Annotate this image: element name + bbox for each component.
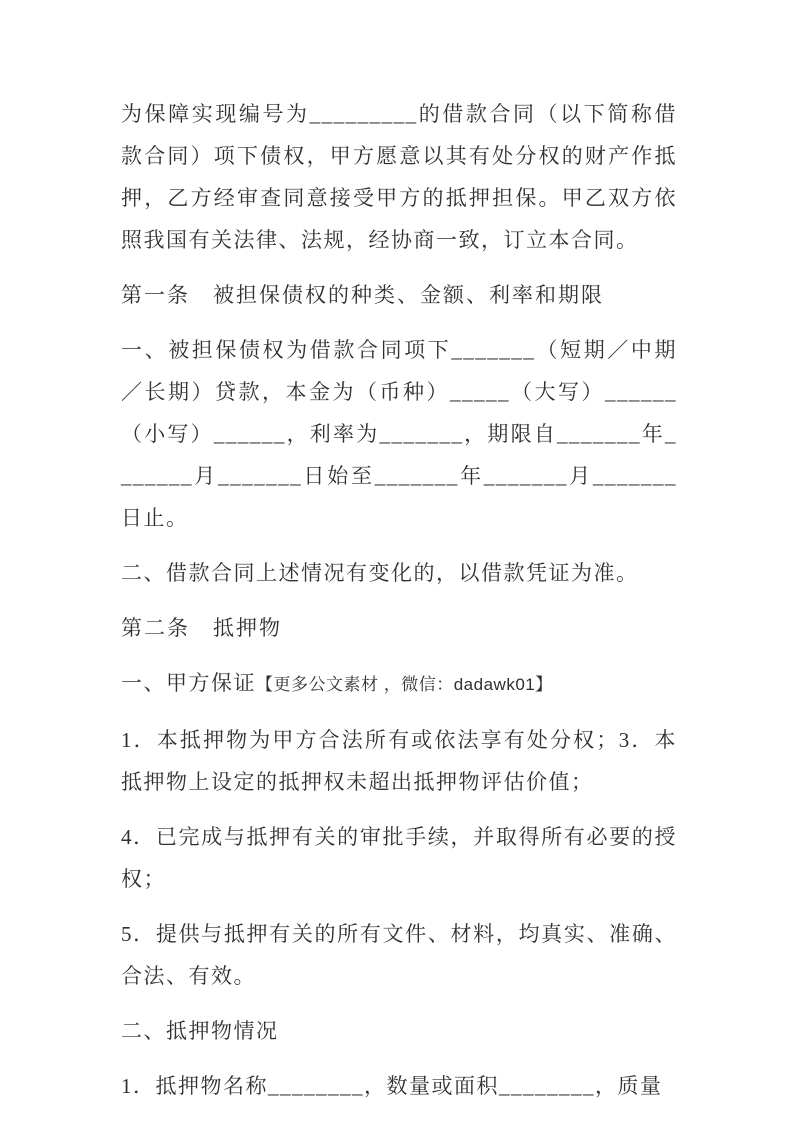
watermark-note: 【更多公文素材 ，微信：dadawk01】	[256, 675, 553, 694]
paragraph-preamble: 为保障实现编号为_________的借款合同（以下简称借款合同）项下债权，甲方愿意以其有处分权的财产作抵押，乙方经审查同意接受甲方的抵押担保。甲乙双方依照我国有关法律、法规，经协商一致，订立本合同。	[121, 102, 677, 252]
heading-article-1: 第一条 被担保债权的种类、金额、利率和期限	[121, 283, 604, 307]
paragraph-article-2-clause-4: 4．已完成与抵押有关的审批手续，并取得所有必要的授权；	[121, 825, 677, 891]
paragraph-article-2-item-1	[121, 662, 677, 706]
paragraph-article-2-clause-5: 5．提供与抵押有关的所有文件、材料，均真实、准确、合法、有效。	[121, 922, 677, 988]
paragraph-article-1-item-2: 二、借款合同上述情况有变化的，以借款凭证为准。	[121, 561, 639, 585]
paragraph-article-2-item-2-clause-1: 1．抵押物名称________，数量或面积________，质量	[121, 1074, 663, 1098]
heading-article-2: 第二条 抵押物	[121, 616, 282, 640]
paragraph-article-2-clause-1: 1．本抵押物为甲方合法所有或依法享有处分权；3．本抵押物上设定的抵押权未超出抵押物评估价值；	[121, 728, 677, 794]
paragraph-article-1-item-1: 一、被担保债权为借款合同项下_______（短期／中期／长期）贷款，本金为（币种）_____（大写）______（小写）______，利率为_______，期限自_______年_______月_______日始至_______年_______月_______日止。	[121, 338, 677, 530]
guarantee-intro-text: 一、甲方保证	[121, 671, 256, 695]
paragraph-article-2-item-2: 二、抵押物情况	[121, 1019, 279, 1043]
